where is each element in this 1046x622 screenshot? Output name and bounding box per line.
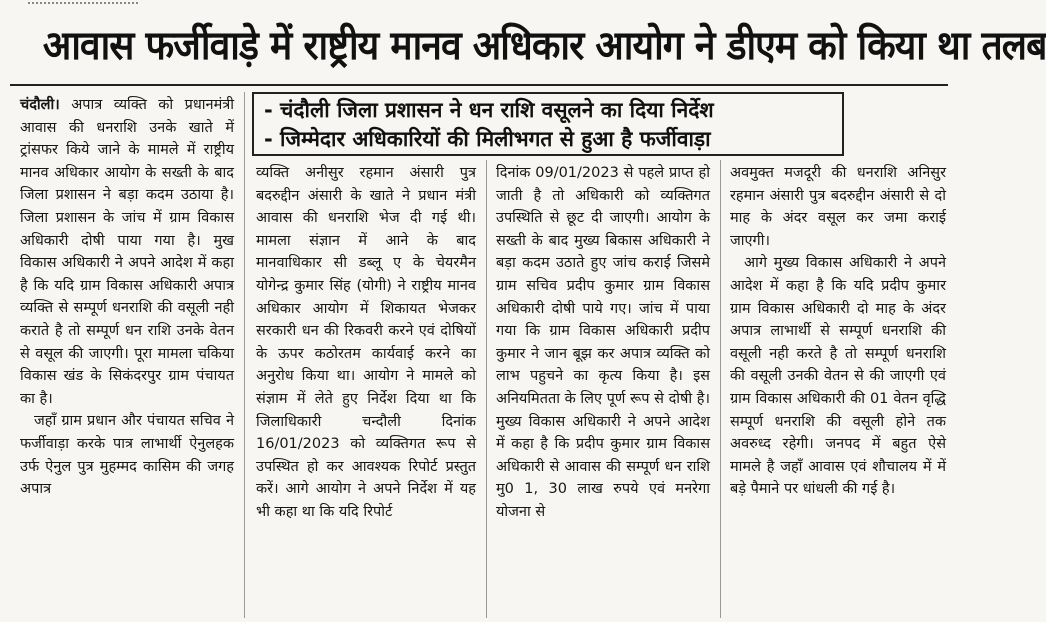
- paragraph: [20, 94, 234, 410]
- article-column-3: [496, 162, 710, 618]
- previous-article-fragment: [28, 0, 138, 4]
- headline-rule: [10, 84, 948, 86]
- headline: आवास फर्जीवाड़े में राष्ट्रीय मानव अधिकार आयोग ने डीएम को किया था तलब: [42, 23, 1046, 69]
- subheading: - जिम्मेदार अधिकारियों की मिलीभगत से हुआ है फर्जीवाड़ा: [264, 127, 711, 151]
- column-divider: [720, 160, 721, 618]
- paragraph: व्यक्ति अनीसुर रहमान अंसारी पुत्र बदरुद्दीन अंसारी के खाते ने प्रधान मंत्री आवास की धनराशि भेज दी गई थी। मामला संज्ञान में आने के बाद मानवाधिकार सी डब्लू ए के चेयरमैन योगेन्द्र कुमार सिंह (योगी) ने राष्ट्रीय मानव अधिकार आयोग में शिकायत भेजकर सरकारी धन की रिकवरी करने एवं दोषियों के ऊपर कठोरतम कार्यवाई करने का अनुरोध किया था। आयोग ने मामले को संज्ञाम में लेते हुए निर्देश दिया था कि जिलाधिकारी चन्दौली दिनांक 16/01/2023 को व्यक्तिगत रूप से उपस्थित हो कर आवश्यक रिपोर्ट प्रस्तुत करें। आगे आयोग ने अपने निर्देश में यह भी कहा था कि यदि रिपोर्ट: [256, 165, 476, 520]
- article-column-4: [730, 162, 946, 618]
- column-divider: [244, 92, 245, 618]
- dateline: चंदौली।: [20, 97, 60, 113]
- article-column-1: [20, 94, 234, 618]
- subheading: - चंदौली जिला प्रशासन ने धन राशि वसूलने का दिया निर्देश: [264, 98, 714, 122]
- paragraph-text: अपात्र व्यक्ति को प्रधानमंत्री आवास की धनराशि उनके खाते में ट्रांसफर किये जाने के मामले में राष्ट्रीय मानव अधिकार आयोग के सख्ती के बाद जिला प्रशासन ने बड़ा कदम उठाया है। जिला प्रशासन के जांच में ग्राम विकास अधिकारी दोषी पाया गया है। मुख विकास अधिकारी ने अपने आदेश में कहा है कि यदि ग्राम विकास अधिकारी अपात्र व्यक्ति से सम्पूर्ण धनराशि की वसूली नही कराते है तो सम्पूर्ण धन राशि उनके वेतन से वसूल की जाएगी। पूरा मामला चकिया विकास खंड के सिकंदरपुर ग्राम पंचायत का है।: [20, 97, 235, 407]
- subheading-box: [252, 92, 844, 156]
- paragraph: जहाँ ग्राम प्रधान और पंचायत सचिव ने फर्जीवाड़ा करके पात्र लाभार्थी ऐनुलहक उर्फ ऐनुल पुत्र मुहम्मद कासिम की जगह अपात्र: [20, 413, 234, 498]
- paragraph: दिनांक 09/01/2023 से पहले प्राप्त हो जाती है तो अधिकारी को व्यक्तिगत उपस्थिति से छूट दी जाएगी। आयोग के सख्ती के बाद मुख्य बिकास अधिकारी ने बड़ा कदम उठाते हुए जांच कराई जिसमे ग्राम सचिव प्रदीप कुमार ग्राम विकास अधिकारी दोषी पाये गए। जांच में पाया गया कि ग्राम विकास अधिकारी प्रदीप कुमार ने जान बूझ कर अपात्र व्यक्ति को लाभ पहुचने का कृत्य किया है। इस अनियमितता के लिए पूर्ण रूप से दोषी है। मुख्य विकास अधिकारी ने अपने आदेश में कहा है कि प्रदीप कुमार ग्राम विकास अधिकारी से आवास की सम्पूर्ण धन राशि मु0 1, 30 लाख रुपये एवं मनरेगा योजना से: [496, 165, 710, 520]
- top-strip: [0, 0, 958, 8]
- column-divider: [486, 160, 487, 618]
- paragraph: अवमुक्त मजदूरी की धनराशि अनिसुर रहमान अंसारी पुत्र बदरुद्दीन अंसारी से दो माह के अंदर वसूल कर जमा कराई जाएगी।: [730, 165, 946, 249]
- paragraph: आगे मुख्य विकास अधिकारी ने अपने आदेश में कहा है कि यदि प्रदीप कुमार ग्राम विकास अधिकारी दो माह के अंदर अपात्र लाभार्थी से सम्पूर्ण धनराशि की वसूली नही करते है तो सम्पूर्ण धनराशि की वसूली उनकी वेतन से की जाएगी एवं ग्राम विकास अधिकारी की 01 वेतन वृद्धि सम्पूर्ण धनराशि की वसूली होने तक अवरुध्द रहेगी। जनपद में बहुत ऐसे मामले है जहाँ आवास एवं शौचालय में में बड़े पैमाने पर धांधली की गई है।: [730, 255, 946, 498]
- article-column-2: [256, 162, 476, 618]
